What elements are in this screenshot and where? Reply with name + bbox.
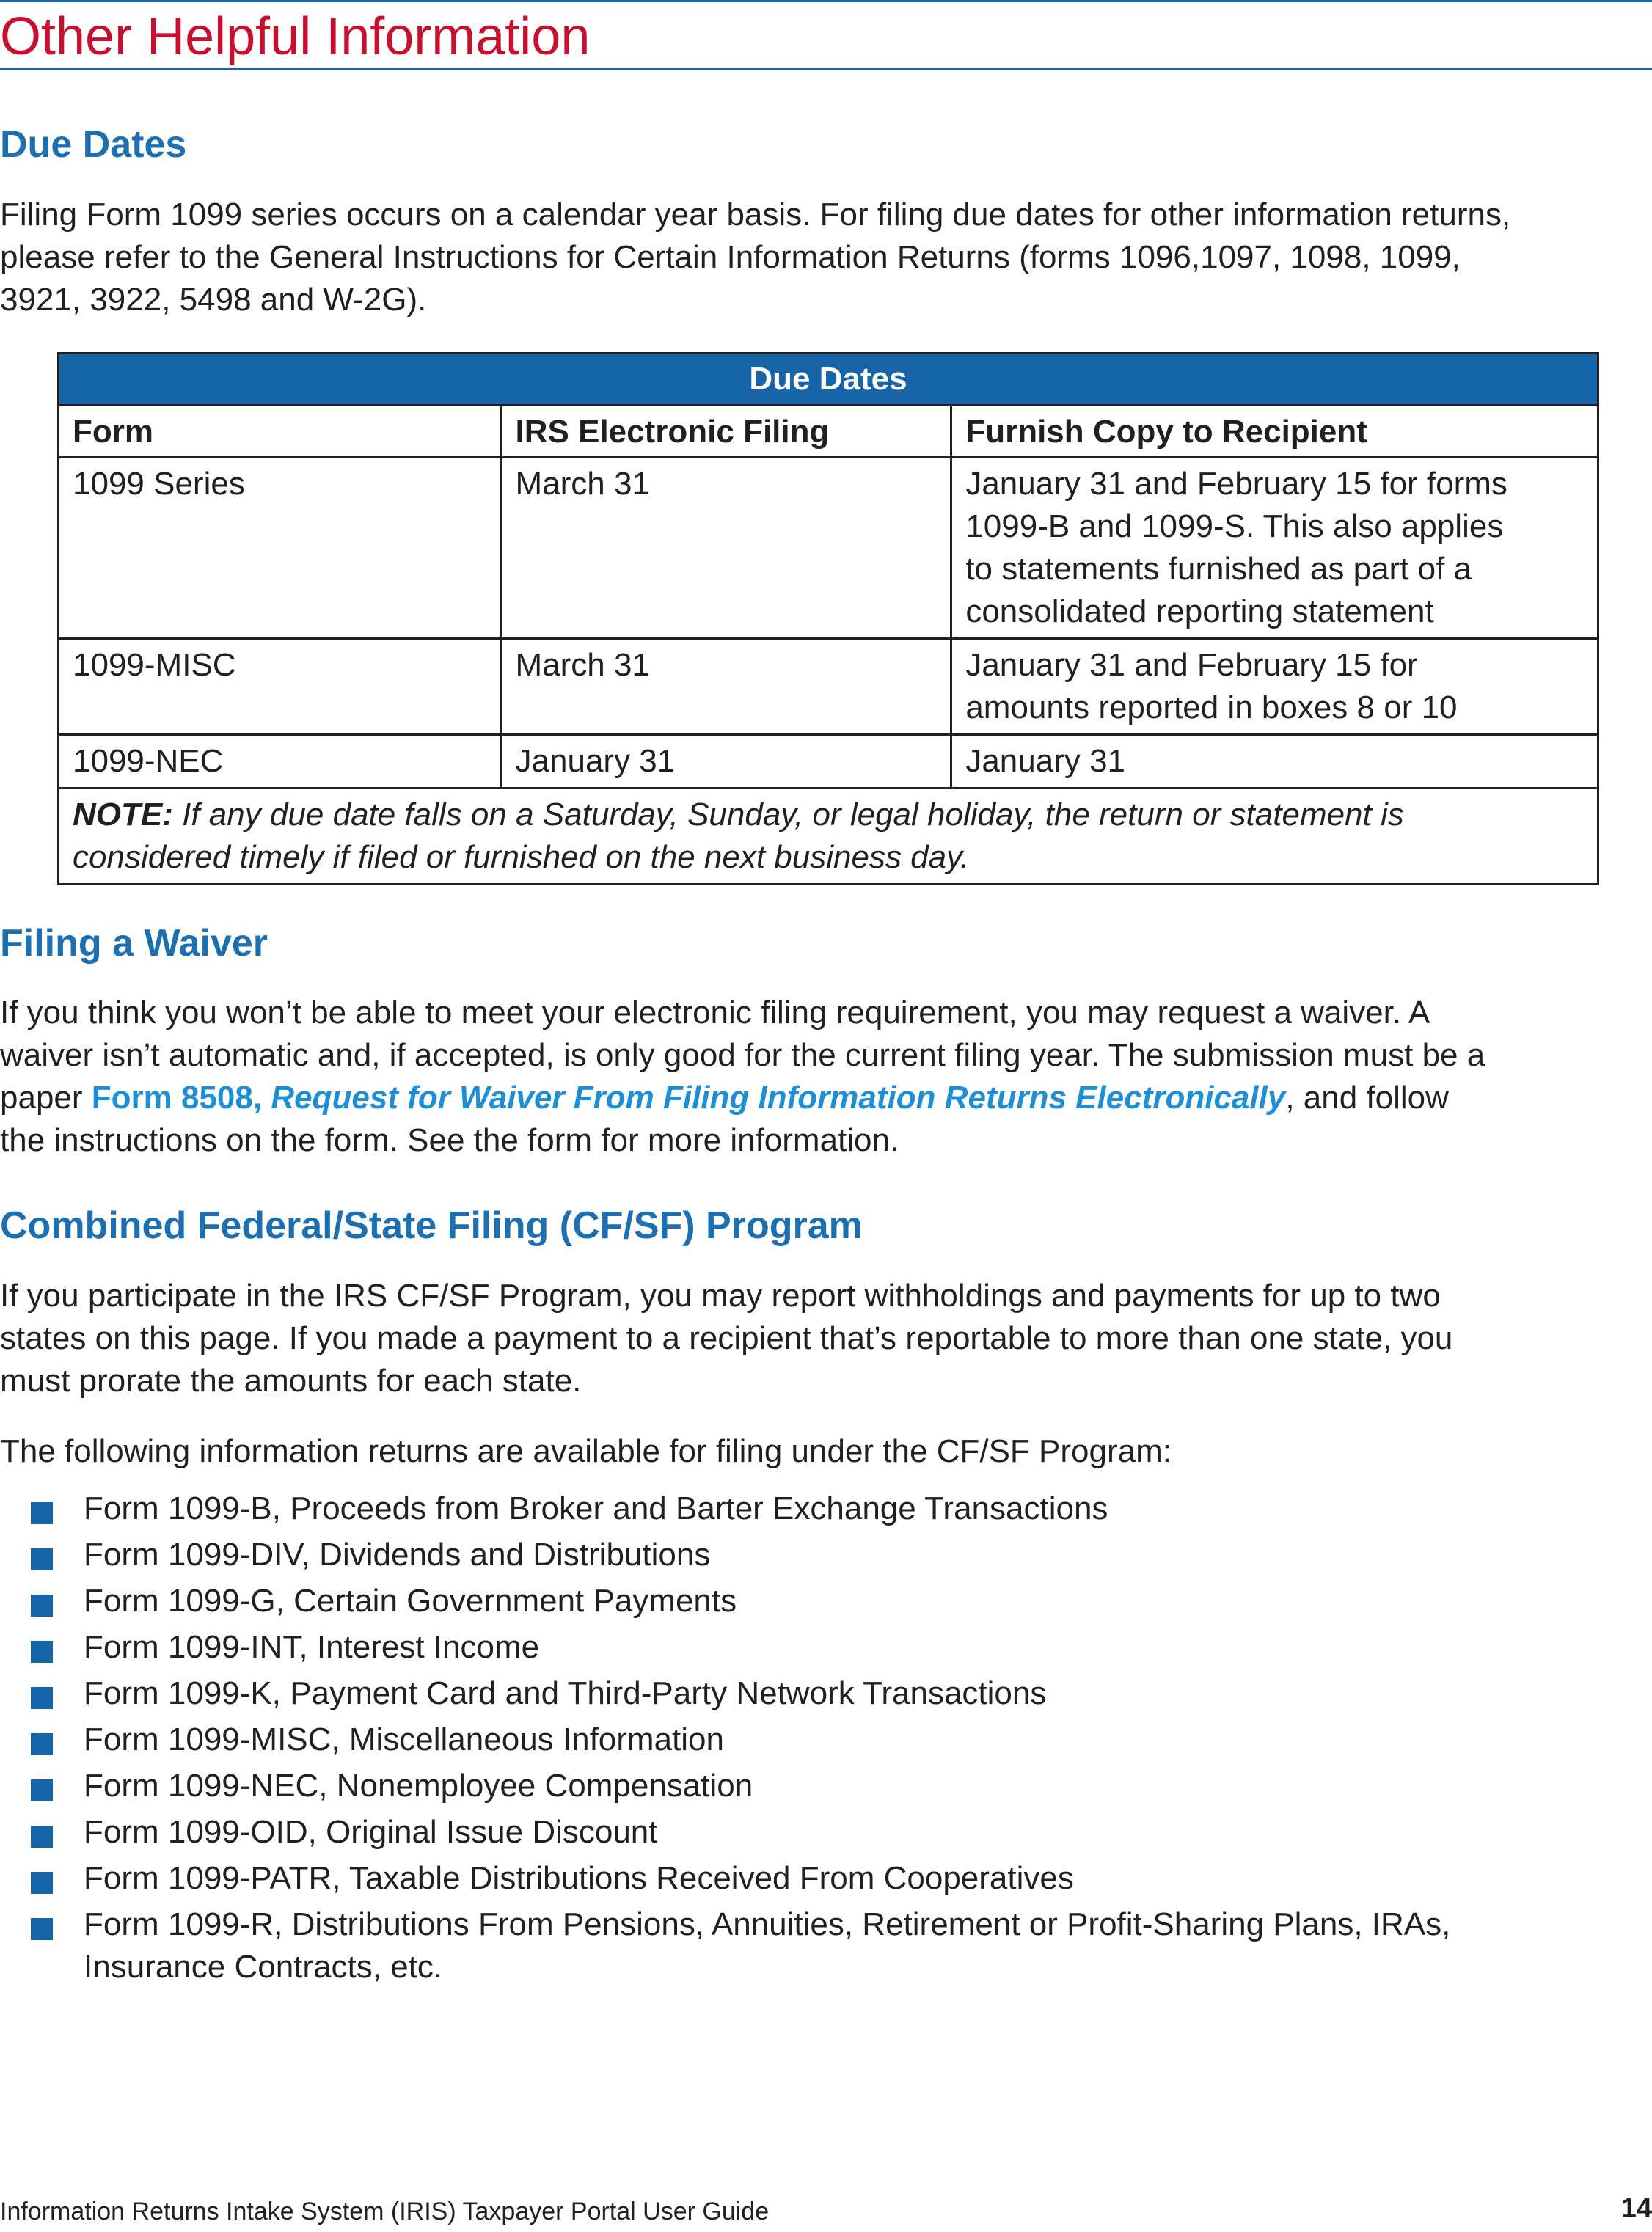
list-item-text: Form 1099-G, Certain Government Payments (84, 1583, 737, 1619)
table-note (59, 788, 1598, 885)
text-line: 1099-B and 1099-S. This also applies (965, 508, 1504, 544)
cell-furnish-copy (951, 735, 1598, 788)
page-title: Other Helpful Information (0, 7, 591, 66)
page-title-bar (0, 0, 1652, 70)
list-item (0, 1719, 1643, 1761)
cell-form: 1099-MISC (59, 639, 502, 735)
text-fragment: paper (0, 1080, 92, 1116)
text-line: 3921, 3922, 5498 and W-2G). (0, 282, 427, 318)
note-text: If any due date falls on a Saturday, Sunday, or legal holiday, the return or statement is (172, 797, 1404, 833)
square-bullet-icon (31, 1687, 53, 1709)
cfsf-return-list (0, 1488, 1643, 1992)
text-line: waiver isn’t automatic and, if accepted, is only good for the current filing year. The submission must be a (0, 1037, 1485, 1073)
square-bullet-icon (31, 1548, 53, 1570)
waiver-heading: Filing a Waiver (0, 922, 268, 965)
square-bullet-icon (31, 1595, 53, 1617)
text-line: states on this page. If you made a payment to a recipient that’s reportable to more than one state, you (0, 1320, 1453, 1356)
text-line: amounts reported in boxes 8 or 10 (965, 689, 1458, 725)
list-item (0, 1903, 1643, 1988)
square-bullet-icon (31, 1872, 53, 1894)
text-line: If you participate in the IRS CF/SF Program, you may report withholdings and payments for up to two (0, 1278, 1441, 1314)
table-note-row (59, 788, 1598, 885)
list-item (0, 1857, 1643, 1900)
cell-electronic-filing: March 31 (501, 458, 951, 639)
list-item (0, 1488, 1643, 1530)
due-dates-intro (0, 194, 1643, 321)
list-item (0, 1534, 1643, 1576)
cell-electronic-filing: January 31 (501, 735, 951, 788)
text-line: January 31 and February 15 for forms (965, 466, 1507, 502)
due-dates-heading: Due Dates (0, 123, 187, 166)
list-item-text: Form 1099-PATR, Taxable Distributions Received From Cooperatives (84, 1860, 1074, 1896)
text-line: must prorate the amounts for each state. (0, 1363, 582, 1399)
cfsf-heading: Combined Federal/State Filing (CF/SF) Program (0, 1204, 863, 1247)
square-bullet-icon (31, 1502, 53, 1524)
footer-guide-title: Information Returns Intake System (IRIS) Taxpayer Portal User Guide (0, 2198, 770, 2225)
list-item (0, 1626, 1643, 1669)
text-line: Filing Form 1099 series occurs on a calendar year basis. For filing due dates for other information returns, (0, 197, 1511, 233)
column-header-form: Form (59, 406, 502, 458)
cell-furnish-copy (951, 639, 1598, 735)
text-fragment: , and follow (1285, 1080, 1449, 1116)
list-item-text: Form 1099-NEC, Nonemployee Compensation (84, 1768, 753, 1804)
text-line: the instructions on the form. See the form for more information. (0, 1122, 899, 1158)
note-label: NOTE: (73, 797, 173, 833)
list-item (0, 1672, 1643, 1715)
list-item-text: Form 1099-OID, Original Issue Discount (84, 1814, 658, 1850)
text-line: to statements furnished as part of a (965, 551, 1472, 587)
list-item-text: Form 1099-R, Distributions From Pensions, Annuities, Retirement or Profit-Sharing Plans, IRAs, (84, 1906, 1451, 1942)
square-bullet-icon (31, 1918, 53, 1940)
column-header-electronic-filing: IRS Electronic Filing (501, 406, 951, 458)
list-item-text: Form 1099-DIV, Dividends and Distributions (84, 1537, 711, 1573)
cfsf-paragraph (0, 1275, 1643, 1402)
text-line: If you think you won’t be able to meet your electronic filing requirement, you may request a waiver. A (0, 995, 1430, 1031)
form-8508-title-link[interactable]: Request for Waiver From Filing Information Returns Electronically (271, 1080, 1286, 1116)
cfsf-list-intro: The following information returns are available for filing under the CF/SF Program: (0, 1433, 1172, 1469)
list-item-text: Form 1099-K, Payment Card and Third-Party Network Transactions (84, 1675, 1047, 1711)
column-header-furnish-copy: Furnish Copy to Recipient (951, 406, 1598, 458)
cell-form: 1099 Series (59, 458, 502, 639)
due-dates-table (57, 352, 1599, 885)
cell-form: 1099-NEC (59, 735, 502, 788)
note-text: considered timely if filed or furnished on the next business day. (73, 839, 970, 875)
text-line: consolidated reporting statement (965, 593, 1434, 629)
list-item-text: Form 1099-B, Proceeds from Broker and Barter Exchange Transactions (84, 1490, 1108, 1526)
list-item (0, 1811, 1643, 1854)
square-bullet-icon (31, 1826, 53, 1848)
list-item (0, 1765, 1643, 1807)
cell-furnish-copy (951, 458, 1598, 639)
table-row (59, 639, 1598, 735)
list-item-text: Form 1099-MISC, Miscellaneous Information (84, 1721, 724, 1757)
text-line: January 31 (965, 743, 1126, 779)
list-item-text: Form 1099-INT, Interest Income (84, 1629, 540, 1665)
table-banner: Due Dates (59, 354, 1598, 406)
square-bullet-icon (31, 1733, 53, 1755)
table-row (59, 735, 1598, 788)
page-number: 14 (1620, 2193, 1652, 2224)
cell-electronic-filing: March 31 (501, 639, 951, 735)
waiver-paragraph (0, 992, 1643, 1162)
square-bullet-icon (31, 1641, 53, 1663)
table-row (59, 458, 1598, 639)
form-8508-link[interactable]: Form 8508, (91, 1080, 263, 1116)
list-item-text: Insurance Contracts, etc. (84, 1949, 443, 1985)
square-bullet-icon (31, 1779, 53, 1801)
list-item (0, 1580, 1643, 1622)
text-line: January 31 and February 15 for (965, 647, 1418, 683)
text-line: please refer to the General Instructions for Certain Information Returns (forms 1096,1097, 1098, 1099, (0, 239, 1461, 275)
